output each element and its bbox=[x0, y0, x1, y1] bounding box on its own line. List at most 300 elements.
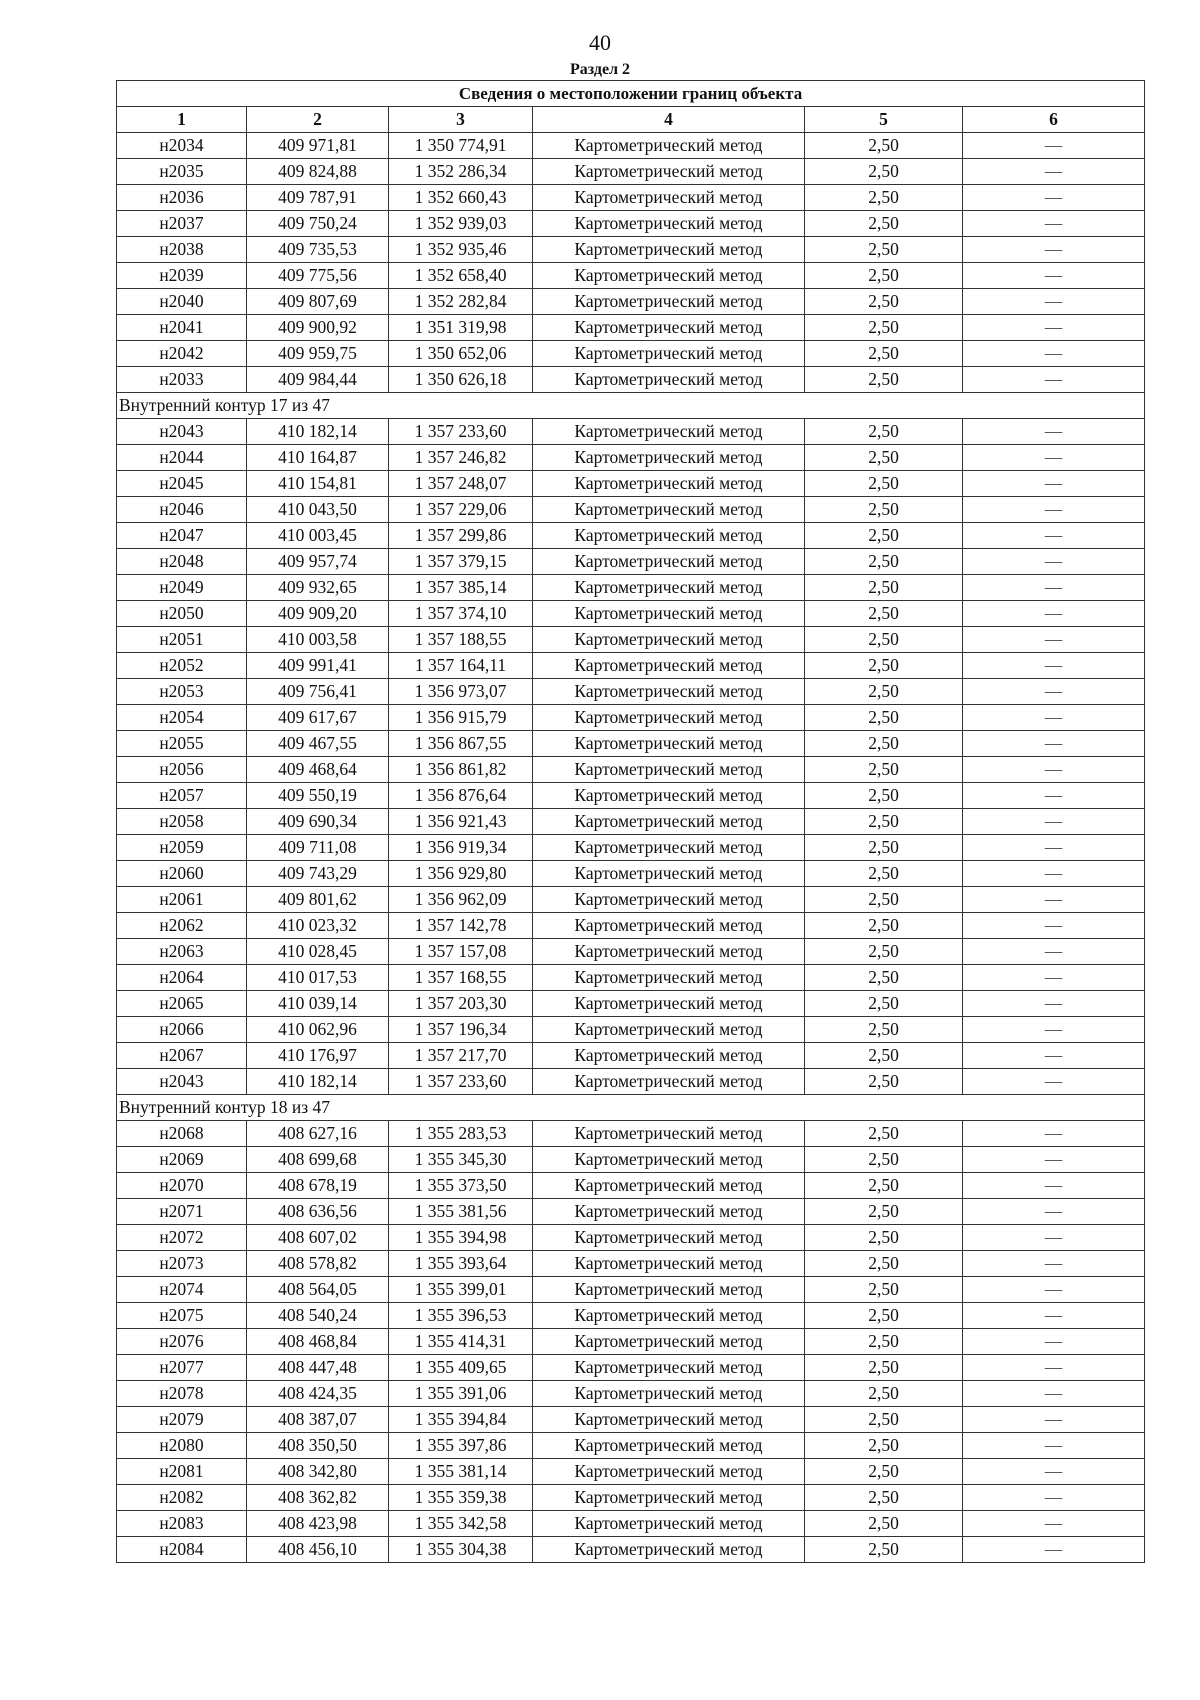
table-row bbox=[117, 1433, 1145, 1459]
accuracy-cell: 2,50 bbox=[805, 757, 963, 783]
x-coordinate-cell: 408 447,48 bbox=[247, 1355, 389, 1381]
x-coordinate-cell: 409 909,20 bbox=[247, 601, 389, 627]
method-cell: Картометрический метод bbox=[533, 1355, 805, 1381]
table-row bbox=[117, 861, 1145, 887]
description-cell: — bbox=[963, 1433, 1145, 1459]
x-coordinate-cell: 409 991,41 bbox=[247, 653, 389, 679]
method-cell: Картометрический метод bbox=[533, 1485, 805, 1511]
method-cell: Картометрический метод bbox=[533, 913, 805, 939]
x-coordinate-cell: 409 617,67 bbox=[247, 705, 389, 731]
method-cell: Картометрический метод bbox=[533, 965, 805, 991]
point-name-cell: н2040 bbox=[117, 289, 247, 315]
description-cell: — bbox=[963, 705, 1145, 731]
x-coordinate-cell: 409 550,19 bbox=[247, 783, 389, 809]
table-row bbox=[117, 939, 1145, 965]
point-name-cell: н2049 bbox=[117, 575, 247, 601]
method-cell: Картометрический метод bbox=[533, 1251, 805, 1277]
y-coordinate-cell: 1 357 299,86 bbox=[389, 523, 533, 549]
point-name-cell: н2052 bbox=[117, 653, 247, 679]
point-name-cell: н2055 bbox=[117, 731, 247, 757]
point-name-cell: н2043 bbox=[117, 1069, 247, 1095]
x-coordinate-cell: 409 735,53 bbox=[247, 237, 389, 263]
y-coordinate-cell: 1 355 283,53 bbox=[389, 1121, 533, 1147]
x-coordinate-cell: 409 468,64 bbox=[247, 757, 389, 783]
accuracy-cell: 2,50 bbox=[805, 783, 963, 809]
accuracy-cell: 2,50 bbox=[805, 601, 963, 627]
table-row bbox=[117, 991, 1145, 1017]
y-coordinate-cell: 1 355 394,84 bbox=[389, 1407, 533, 1433]
y-coordinate-cell: 1 352 282,84 bbox=[389, 289, 533, 315]
point-name-cell: н2051 bbox=[117, 627, 247, 653]
y-coordinate-cell: 1 356 861,82 bbox=[389, 757, 533, 783]
table-row bbox=[117, 159, 1145, 185]
table-row bbox=[117, 679, 1145, 705]
point-name-cell: н2048 bbox=[117, 549, 247, 575]
accuracy-cell: 2,50 bbox=[805, 185, 963, 211]
point-name-cell: н2053 bbox=[117, 679, 247, 705]
x-coordinate-cell: 409 957,74 bbox=[247, 549, 389, 575]
accuracy-cell: 2,50 bbox=[805, 653, 963, 679]
description-cell: — bbox=[963, 263, 1145, 289]
y-coordinate-cell: 1 355 342,58 bbox=[389, 1511, 533, 1537]
point-name-cell: н2066 bbox=[117, 1017, 247, 1043]
point-name-cell: н2065 bbox=[117, 991, 247, 1017]
method-cell: Картометрический метод bbox=[533, 1173, 805, 1199]
method-cell: Картометрический метод bbox=[533, 1303, 805, 1329]
method-cell: Картометрический метод bbox=[533, 887, 805, 913]
table-row bbox=[117, 341, 1145, 367]
y-coordinate-cell: 1 355 414,31 bbox=[389, 1329, 533, 1355]
y-coordinate-cell: 1 355 393,64 bbox=[389, 1251, 533, 1277]
point-name-cell: н2071 bbox=[117, 1199, 247, 1225]
x-coordinate-cell: 410 176,97 bbox=[247, 1043, 389, 1069]
accuracy-cell: 2,50 bbox=[805, 1069, 963, 1095]
y-coordinate-cell: 1 357 246,82 bbox=[389, 445, 533, 471]
description-cell: — bbox=[963, 1537, 1145, 1563]
table-row bbox=[117, 835, 1145, 861]
accuracy-cell: 2,50 bbox=[805, 159, 963, 185]
description-cell: — bbox=[963, 367, 1145, 393]
x-coordinate-cell: 410 039,14 bbox=[247, 991, 389, 1017]
method-cell: Картометрический метод bbox=[533, 549, 805, 575]
y-coordinate-cell: 1 357 168,55 bbox=[389, 965, 533, 991]
description-cell: — bbox=[963, 159, 1145, 185]
y-coordinate-cell: 1 352 286,34 bbox=[389, 159, 533, 185]
y-coordinate-cell: 1 357 229,06 bbox=[389, 497, 533, 523]
point-name-cell: н2061 bbox=[117, 887, 247, 913]
point-name-cell: н2039 bbox=[117, 263, 247, 289]
method-cell: Картометрический метод bbox=[533, 1511, 805, 1537]
method-cell: Картометрический метод bbox=[533, 1459, 805, 1485]
accuracy-cell: 2,50 bbox=[805, 263, 963, 289]
y-coordinate-cell: 1 357 157,08 bbox=[389, 939, 533, 965]
method-cell: Картометрический метод bbox=[533, 445, 805, 471]
y-coordinate-cell: 1 357 164,11 bbox=[389, 653, 533, 679]
accuracy-cell: 2,50 bbox=[805, 211, 963, 237]
x-coordinate-cell: 408 678,19 bbox=[247, 1173, 389, 1199]
table-row bbox=[117, 185, 1145, 211]
accuracy-cell: 2,50 bbox=[805, 627, 963, 653]
point-name-cell: н2047 bbox=[117, 523, 247, 549]
method-cell: Картометрический метод bbox=[533, 991, 805, 1017]
table-row bbox=[117, 783, 1145, 809]
point-name-cell: н2070 bbox=[117, 1173, 247, 1199]
x-coordinate-cell: 408 540,24 bbox=[247, 1303, 389, 1329]
method-cell: Картометрический метод bbox=[533, 783, 805, 809]
description-cell: — bbox=[963, 1277, 1145, 1303]
y-coordinate-cell: 1 355 304,38 bbox=[389, 1537, 533, 1563]
description-cell: — bbox=[963, 939, 1145, 965]
method-cell: Картометрический метод bbox=[533, 341, 805, 367]
accuracy-cell: 2,50 bbox=[805, 1329, 963, 1355]
description-cell: — bbox=[963, 445, 1145, 471]
table-row bbox=[117, 1199, 1145, 1225]
description-cell: — bbox=[963, 237, 1145, 263]
description-cell: — bbox=[963, 1511, 1145, 1537]
accuracy-cell: 2,50 bbox=[805, 1121, 963, 1147]
y-coordinate-cell: 1 355 381,14 bbox=[389, 1459, 533, 1485]
page-number: 40 bbox=[589, 30, 611, 55]
coordinates-table bbox=[116, 80, 1145, 1563]
table-row bbox=[117, 1277, 1145, 1303]
column-header-row bbox=[117, 107, 1145, 133]
table-row bbox=[117, 419, 1145, 445]
y-coordinate-cell: 1 356 919,34 bbox=[389, 835, 533, 861]
table-title: Сведения о местоположении границ объекта bbox=[117, 81, 1145, 107]
table-row bbox=[117, 263, 1145, 289]
x-coordinate-cell: 409 690,34 bbox=[247, 809, 389, 835]
description-cell: — bbox=[963, 523, 1145, 549]
y-coordinate-cell: 1 356 929,80 bbox=[389, 861, 533, 887]
description-cell: — bbox=[963, 1485, 1145, 1511]
table-row bbox=[117, 731, 1145, 757]
x-coordinate-cell: 408 423,98 bbox=[247, 1511, 389, 1537]
point-name-cell: н2038 bbox=[117, 237, 247, 263]
accuracy-cell: 2,50 bbox=[805, 1147, 963, 1173]
point-name-cell: н2036 bbox=[117, 185, 247, 211]
description-cell: — bbox=[963, 185, 1145, 211]
table-row bbox=[117, 1329, 1145, 1355]
accuracy-cell: 2,50 bbox=[805, 1355, 963, 1381]
table-row bbox=[117, 523, 1145, 549]
description-cell: — bbox=[963, 1017, 1145, 1043]
description-cell: — bbox=[963, 809, 1145, 835]
point-name-cell: н2084 bbox=[117, 1537, 247, 1563]
method-cell: Картометрический метод bbox=[533, 1407, 805, 1433]
accuracy-cell: 2,50 bbox=[805, 809, 963, 835]
point-name-cell: н2043 bbox=[117, 419, 247, 445]
method-cell: Картометрический метод bbox=[533, 133, 805, 159]
point-name-cell: н2037 bbox=[117, 211, 247, 237]
description-cell: — bbox=[963, 1225, 1145, 1251]
point-name-cell: н2041 bbox=[117, 315, 247, 341]
point-name-cell: н2059 bbox=[117, 835, 247, 861]
x-coordinate-cell: 410 043,50 bbox=[247, 497, 389, 523]
y-coordinate-cell: 1 355 359,38 bbox=[389, 1485, 533, 1511]
point-name-cell: н2074 bbox=[117, 1277, 247, 1303]
method-cell: Картометрический метод bbox=[533, 185, 805, 211]
point-name-cell: н2082 bbox=[117, 1485, 247, 1511]
table-row bbox=[117, 1355, 1145, 1381]
contour-heading: Внутренний контур 18 из 47 bbox=[117, 1095, 1145, 1121]
y-coordinate-cell: 1 356 962,09 bbox=[389, 887, 533, 913]
point-name-cell: н2057 bbox=[117, 783, 247, 809]
description-cell: — bbox=[963, 497, 1145, 523]
y-coordinate-cell: 1 357 233,60 bbox=[389, 1069, 533, 1095]
y-coordinate-cell: 1 350 652,06 bbox=[389, 341, 533, 367]
y-coordinate-cell: 1 356 915,79 bbox=[389, 705, 533, 731]
method-cell: Картометрический метод bbox=[533, 601, 805, 627]
accuracy-cell: 2,50 bbox=[805, 445, 963, 471]
table-row bbox=[117, 757, 1145, 783]
point-name-cell: н2081 bbox=[117, 1459, 247, 1485]
description-cell: — bbox=[963, 653, 1145, 679]
method-cell: Картометрический метод bbox=[533, 1121, 805, 1147]
method-cell: Картометрический метод bbox=[533, 861, 805, 887]
method-cell: Картометрический метод bbox=[533, 211, 805, 237]
accuracy-cell: 2,50 bbox=[805, 419, 963, 445]
description-cell: — bbox=[963, 679, 1145, 705]
x-coordinate-cell: 408 627,16 bbox=[247, 1121, 389, 1147]
accuracy-cell: 2,50 bbox=[805, 1537, 963, 1563]
x-coordinate-cell: 409 959,75 bbox=[247, 341, 389, 367]
accuracy-cell: 2,50 bbox=[805, 1459, 963, 1485]
method-cell: Картометрический метод bbox=[533, 497, 805, 523]
accuracy-cell: 2,50 bbox=[805, 887, 963, 913]
description-cell: — bbox=[963, 341, 1145, 367]
y-coordinate-cell: 1 352 658,40 bbox=[389, 263, 533, 289]
section-title: Раздел 2 bbox=[569, 61, 631, 78]
y-coordinate-cell: 1 356 921,43 bbox=[389, 809, 533, 835]
y-coordinate-cell: 1 355 394,98 bbox=[389, 1225, 533, 1251]
x-coordinate-cell: 409 711,08 bbox=[247, 835, 389, 861]
table-row bbox=[117, 549, 1145, 575]
table-row bbox=[117, 627, 1145, 653]
y-coordinate-cell: 1 352 939,03 bbox=[389, 211, 533, 237]
point-name-cell: н2042 bbox=[117, 341, 247, 367]
x-coordinate-cell: 408 578,82 bbox=[247, 1251, 389, 1277]
description-cell: — bbox=[963, 289, 1145, 315]
x-coordinate-cell: 409 756,41 bbox=[247, 679, 389, 705]
method-cell: Картометрический метод bbox=[533, 1277, 805, 1303]
description-cell: — bbox=[963, 913, 1145, 939]
table-row bbox=[117, 1459, 1145, 1485]
table-body bbox=[117, 133, 1145, 1563]
description-cell: — bbox=[963, 861, 1145, 887]
contour-heading-row bbox=[117, 393, 1145, 419]
point-name-cell: н2054 bbox=[117, 705, 247, 731]
description-cell: — bbox=[963, 887, 1145, 913]
method-cell: Картометрический метод bbox=[533, 315, 805, 341]
x-coordinate-cell: 408 342,80 bbox=[247, 1459, 389, 1485]
y-coordinate-cell: 1 357 233,60 bbox=[389, 419, 533, 445]
method-cell: Картометрический метод bbox=[533, 1433, 805, 1459]
description-cell: — bbox=[963, 1147, 1145, 1173]
x-coordinate-cell: 408 607,02 bbox=[247, 1225, 389, 1251]
method-cell: Картометрический метод bbox=[533, 1329, 805, 1355]
x-coordinate-cell: 410 017,53 bbox=[247, 965, 389, 991]
y-coordinate-cell: 1 352 935,46 bbox=[389, 237, 533, 263]
table-row bbox=[117, 315, 1145, 341]
x-coordinate-cell: 409 801,62 bbox=[247, 887, 389, 913]
point-name-cell: н2056 bbox=[117, 757, 247, 783]
contour-heading-row bbox=[117, 1095, 1145, 1121]
description-cell: — bbox=[963, 1381, 1145, 1407]
method-cell: Картометрический метод bbox=[533, 757, 805, 783]
table-row bbox=[117, 705, 1145, 731]
point-name-cell: н2063 bbox=[117, 939, 247, 965]
column-header: 3 bbox=[389, 107, 533, 133]
x-coordinate-cell: 408 424,35 bbox=[247, 1381, 389, 1407]
table-row bbox=[117, 289, 1145, 315]
x-coordinate-cell: 409 807,69 bbox=[247, 289, 389, 315]
accuracy-cell: 2,50 bbox=[805, 237, 963, 263]
point-name-cell: н2072 bbox=[117, 1225, 247, 1251]
method-cell: Картометрический метод bbox=[533, 159, 805, 185]
x-coordinate-cell: 409 900,92 bbox=[247, 315, 389, 341]
description-cell: — bbox=[963, 549, 1145, 575]
method-cell: Картометрический метод bbox=[533, 679, 805, 705]
table-row bbox=[117, 1017, 1145, 1043]
table-row bbox=[117, 653, 1145, 679]
x-coordinate-cell: 410 182,14 bbox=[247, 419, 389, 445]
point-name-cell: н2079 bbox=[117, 1407, 247, 1433]
method-cell: Картометрический метод bbox=[533, 1199, 805, 1225]
table-row bbox=[117, 913, 1145, 939]
accuracy-cell: 2,50 bbox=[805, 835, 963, 861]
method-cell: Картометрический метод bbox=[533, 523, 805, 549]
x-coordinate-cell: 408 564,05 bbox=[247, 1277, 389, 1303]
accuracy-cell: 2,50 bbox=[805, 1485, 963, 1511]
point-name-cell: н2058 bbox=[117, 809, 247, 835]
accuracy-cell: 2,50 bbox=[805, 991, 963, 1017]
y-coordinate-cell: 1 351 319,98 bbox=[389, 315, 533, 341]
description-cell: — bbox=[963, 1459, 1145, 1485]
x-coordinate-cell: 408 636,56 bbox=[247, 1199, 389, 1225]
point-name-cell: н2077 bbox=[117, 1355, 247, 1381]
method-cell: Картометрический метод bbox=[533, 1381, 805, 1407]
method-cell: Картометрический метод bbox=[533, 1225, 805, 1251]
x-coordinate-cell: 408 362,82 bbox=[247, 1485, 389, 1511]
y-coordinate-cell: 1 356 867,55 bbox=[389, 731, 533, 757]
table-row bbox=[117, 1537, 1145, 1563]
accuracy-cell: 2,50 bbox=[805, 913, 963, 939]
description-cell: — bbox=[963, 965, 1145, 991]
point-name-cell: н2075 bbox=[117, 1303, 247, 1329]
x-coordinate-cell: 410 003,58 bbox=[247, 627, 389, 653]
table-row bbox=[117, 471, 1145, 497]
accuracy-cell: 2,50 bbox=[805, 1303, 963, 1329]
y-coordinate-cell: 1 356 973,07 bbox=[389, 679, 533, 705]
x-coordinate-cell: 410 164,87 bbox=[247, 445, 389, 471]
description-cell: — bbox=[963, 1329, 1145, 1355]
method-cell: Картометрический метод bbox=[533, 1069, 805, 1095]
point-name-cell: н2069 bbox=[117, 1147, 247, 1173]
description-cell: — bbox=[963, 991, 1145, 1017]
x-coordinate-cell: 409 984,44 bbox=[247, 367, 389, 393]
accuracy-cell: 2,50 bbox=[805, 315, 963, 341]
description-cell: — bbox=[963, 835, 1145, 861]
accuracy-cell: 2,50 bbox=[805, 289, 963, 315]
description-cell: — bbox=[963, 1303, 1145, 1329]
point-name-cell: н2035 bbox=[117, 159, 247, 185]
description-cell: — bbox=[963, 575, 1145, 601]
description-cell: — bbox=[963, 1251, 1145, 1277]
x-coordinate-cell: 408 468,84 bbox=[247, 1329, 389, 1355]
method-cell: Картометрический метод bbox=[533, 367, 805, 393]
point-name-cell: н2078 bbox=[117, 1381, 247, 1407]
point-name-cell: н2060 bbox=[117, 861, 247, 887]
point-name-cell: н2034 bbox=[117, 133, 247, 159]
point-name-cell: н2045 bbox=[117, 471, 247, 497]
description-cell: — bbox=[963, 1199, 1145, 1225]
accuracy-cell: 2,50 bbox=[805, 523, 963, 549]
accuracy-cell: 2,50 bbox=[805, 861, 963, 887]
table-row bbox=[117, 497, 1145, 523]
table-row bbox=[117, 1485, 1145, 1511]
point-name-cell: н2076 bbox=[117, 1329, 247, 1355]
accuracy-cell: 2,50 bbox=[805, 1407, 963, 1433]
table-row bbox=[117, 1511, 1145, 1537]
table-row bbox=[117, 1251, 1145, 1277]
y-coordinate-cell: 1 357 188,55 bbox=[389, 627, 533, 653]
method-cell: Картометрический метод bbox=[533, 653, 805, 679]
point-name-cell: н2033 bbox=[117, 367, 247, 393]
table-row bbox=[117, 1121, 1145, 1147]
table-row bbox=[117, 445, 1145, 471]
description-cell: — bbox=[963, 1069, 1145, 1095]
x-coordinate-cell: 409 743,29 bbox=[247, 861, 389, 887]
description-cell: — bbox=[963, 1407, 1145, 1433]
column-header: 2 bbox=[247, 107, 389, 133]
accuracy-cell: 2,50 bbox=[805, 939, 963, 965]
accuracy-cell: 2,50 bbox=[805, 965, 963, 991]
x-coordinate-cell: 408 699,68 bbox=[247, 1147, 389, 1173]
accuracy-cell: 2,50 bbox=[805, 341, 963, 367]
x-coordinate-cell: 408 456,10 bbox=[247, 1537, 389, 1563]
method-cell: Картометрический метод bbox=[533, 1017, 805, 1043]
y-coordinate-cell: 1 355 345,30 bbox=[389, 1147, 533, 1173]
point-name-cell: н2064 bbox=[117, 965, 247, 991]
table-row bbox=[117, 1381, 1145, 1407]
accuracy-cell: 2,50 bbox=[805, 1043, 963, 1069]
accuracy-cell: 2,50 bbox=[805, 1173, 963, 1199]
x-coordinate-cell: 409 775,56 bbox=[247, 263, 389, 289]
y-coordinate-cell: 1 357 248,07 bbox=[389, 471, 533, 497]
point-name-cell: н2046 bbox=[117, 497, 247, 523]
method-cell: Картометрический метод bbox=[533, 289, 805, 315]
table-row bbox=[117, 601, 1145, 627]
table-row bbox=[117, 1069, 1145, 1095]
point-name-cell: н2083 bbox=[117, 1511, 247, 1537]
y-coordinate-cell: 1 350 626,18 bbox=[389, 367, 533, 393]
method-cell: Картометрический метод bbox=[533, 809, 805, 835]
accuracy-cell: 2,50 bbox=[805, 1277, 963, 1303]
table-row bbox=[117, 1173, 1145, 1199]
method-cell: Картометрический метод bbox=[533, 939, 805, 965]
description-cell: — bbox=[963, 471, 1145, 497]
table-row bbox=[117, 367, 1145, 393]
point-name-cell: н2062 bbox=[117, 913, 247, 939]
y-coordinate-cell: 1 355 397,86 bbox=[389, 1433, 533, 1459]
description-cell: — bbox=[963, 1355, 1145, 1381]
accuracy-cell: 2,50 bbox=[805, 731, 963, 757]
x-coordinate-cell: 410 062,96 bbox=[247, 1017, 389, 1043]
description-cell: — bbox=[963, 601, 1145, 627]
y-coordinate-cell: 1 355 409,65 bbox=[389, 1355, 533, 1381]
point-name-cell: н2080 bbox=[117, 1433, 247, 1459]
method-cell: Картометрический метод bbox=[533, 627, 805, 653]
